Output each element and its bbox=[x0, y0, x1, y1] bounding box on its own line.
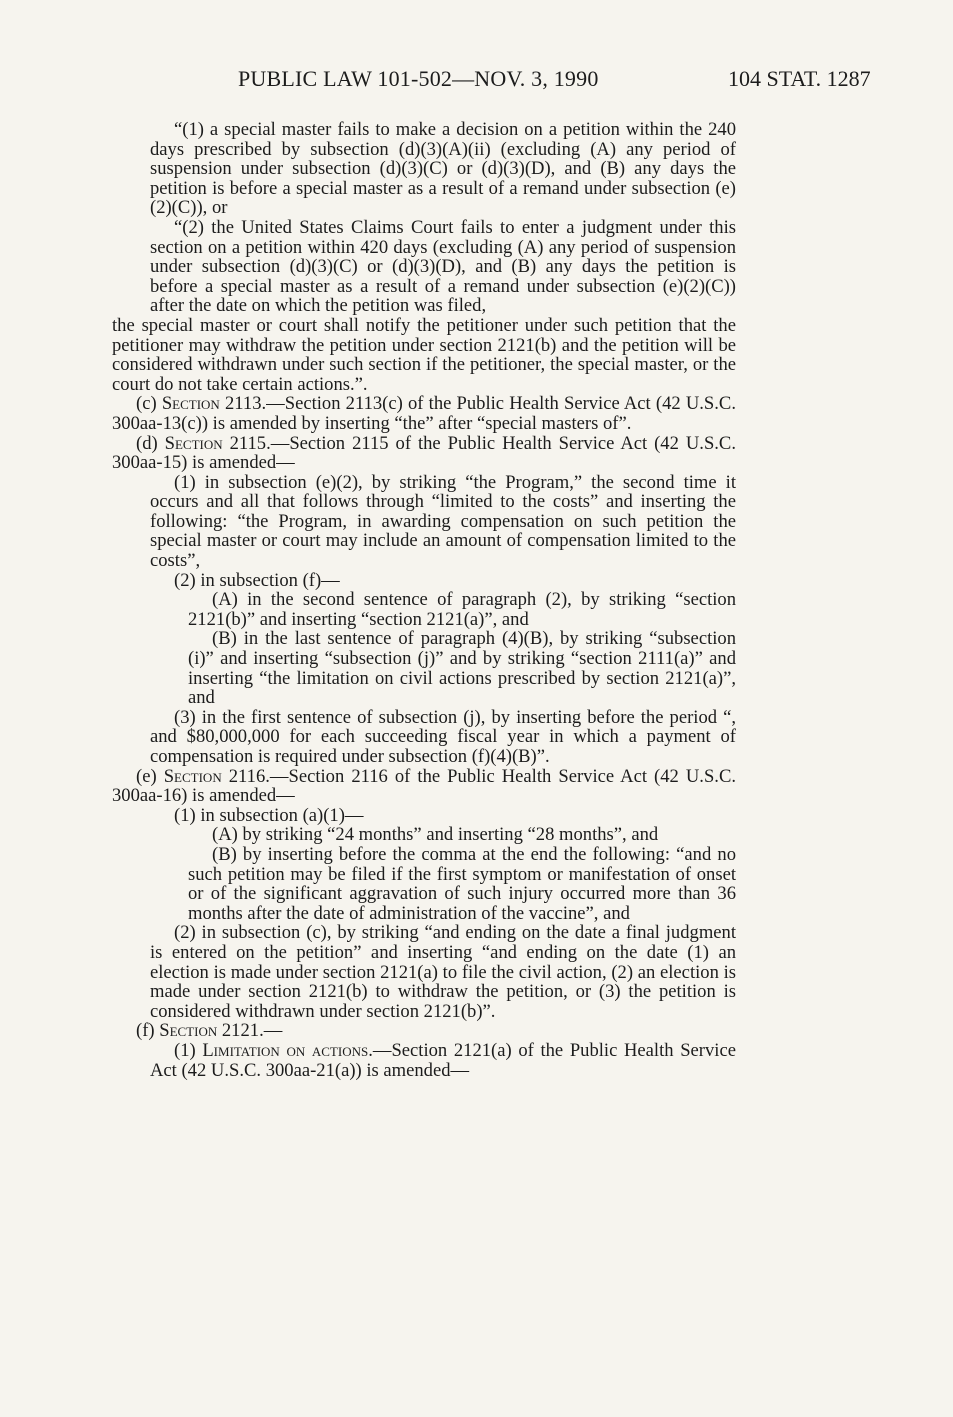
paragraph-text: “(1) a special master fails to make a decision on a petition within the 240 days prescribed by subsection (d)(3)(A)(ii) (excluding (A) any period of suspension under subsection (d)(3)(C) or (d)(3)(D), and (B) any days the petition is before a special master as a result of a remand under subsection (e)(2)(C)), or bbox=[150, 119, 736, 219]
paragraph bbox=[112, 218, 736, 316]
paragraph-text: 2116.—Section 2116 of the Public Health Service Act (42 U.S.C. 300aa-16) is amended— bbox=[112, 765, 736, 807]
paragraph bbox=[112, 845, 736, 923]
paragraph-prefix: (e) bbox=[136, 765, 164, 787]
paragraph-text: 2113.—Section 2113(c) of the Public Health Service Act (42 U.S.C. 300aa-13(c)) is amended by inserting “the” after “special masters of”. bbox=[112, 393, 736, 434]
document-body bbox=[112, 120, 736, 1080]
paragraph-text: (3) in the first sentence of subsection (j), by inserting before the period “, and $80,000,000 for each succeeding fiscal year in which a payment of compensation is required under subsection (f)(4)(B)”. bbox=[150, 706, 736, 767]
paragraph-text: (2) in subsection (c), by striking “and ending on the date a final judgment is entered on the petition” and inserting “and ending on the date (1) an election is made under section 2121(a) to file the civil action, (2) an election is made under section 2121(b) to withdraw the petition, or (3) the petition is considered withdrawn under section 2121(b)”. bbox=[150, 922, 736, 1022]
paragraph bbox=[112, 1041, 736, 1080]
paragraph bbox=[112, 394, 736, 433]
paragraph-text: the special master or court shall notify the petitioner under such petition that the petitioner may withdraw the petition under section 2121(b) and the petition will be considered withdrawn under such section if the petitioner, the special master, or the court do not take certain actions.”. bbox=[112, 314, 736, 395]
paragraph-text: (1) in subsection (e)(2), by striking “the Program,” the second time it occurs and all that follows through “limited to the costs” and inserting the following: “the Program, in awarding compensation on such petition the special master or court may include an amount of compensation limited to the costs”, bbox=[150, 471, 736, 572]
paragraph bbox=[112, 1021, 736, 1041]
paragraph-text: (A) in the second sentence of paragraph (2), by striking “section 2121(b)” and inserting “section 2121(a)”, and bbox=[188, 589, 736, 630]
paragraph-text: (A) by striking “24 months” and inserting “28 months”, and bbox=[212, 824, 659, 846]
paragraph-prefix: (d) bbox=[136, 432, 165, 454]
paragraph bbox=[112, 825, 736, 845]
paragraph bbox=[112, 571, 736, 591]
paragraph-text: .—Section 2121(a) of the Public Health Service Act (42 U.S.C. 300aa-21(a)) is amended— bbox=[150, 1039, 736, 1081]
paragraph bbox=[112, 120, 736, 218]
section-heading: Section bbox=[163, 765, 222, 787]
paragraph bbox=[112, 629, 736, 707]
paragraph bbox=[112, 923, 736, 1021]
paragraph-prefix: (1) bbox=[174, 1039, 203, 1061]
paragraph bbox=[112, 708, 736, 767]
paragraph-text: (B) in the last sentence of paragraph (4)(B), by striking “subsection (i)” and inserting “subsection (j)” and by striking “section 2111(a)” and inserting “the limitation on civil actions prescribed by section 2121(a)”, and bbox=[188, 628, 736, 709]
paragraph-prefix: (c) bbox=[136, 393, 162, 415]
paragraph-text: (2) in subsection (f)— bbox=[174, 569, 340, 591]
paragraph bbox=[112, 590, 736, 629]
section-heading: Limitation on actions bbox=[202, 1039, 369, 1061]
paragraph bbox=[112, 434, 736, 473]
running-header-title: PUBLIC LAW 101-502—NOV. 3, 1990 bbox=[238, 66, 599, 91]
page-citation: 104 STAT. 1287 bbox=[728, 66, 871, 91]
paragraph bbox=[112, 473, 736, 571]
paragraph bbox=[112, 806, 736, 826]
paragraph bbox=[112, 767, 736, 806]
paragraph-text: (1) in subsection (a)(1)— bbox=[174, 804, 364, 826]
section-heading: Section bbox=[164, 432, 223, 454]
paragraph-text: 2121.— bbox=[217, 1020, 283, 1042]
section-heading: Section bbox=[159, 1020, 218, 1042]
paragraph-text: 2115.—Section 2115 of the Public Health Service Act (42 U.S.C. 300aa-15) is amended— bbox=[112, 432, 736, 474]
paragraph-text: (B) by inserting before the comma at the end the following: “and no such petition may be filed if the first symptom or manifestation of onset or of the significant aggravation of such injury occurred more than 36 months after the date of administration of the vaccine”, and bbox=[188, 843, 736, 924]
section-heading: Section bbox=[161, 393, 220, 415]
paragraph-text: “(2) the United States Claims Court fails to enter a judgment under this section on a petition within 420 days (excluding (A) any period of suspension under subsection (d)(3)(C) or (d)(3)(D), and (B) any days the petition is before a special master as a result of a remand under subsection (e)(2)(C)) after the date on which the petition was filed, bbox=[150, 216, 736, 317]
paragraph bbox=[112, 316, 736, 394]
paragraph-prefix: (f) bbox=[136, 1020, 160, 1042]
